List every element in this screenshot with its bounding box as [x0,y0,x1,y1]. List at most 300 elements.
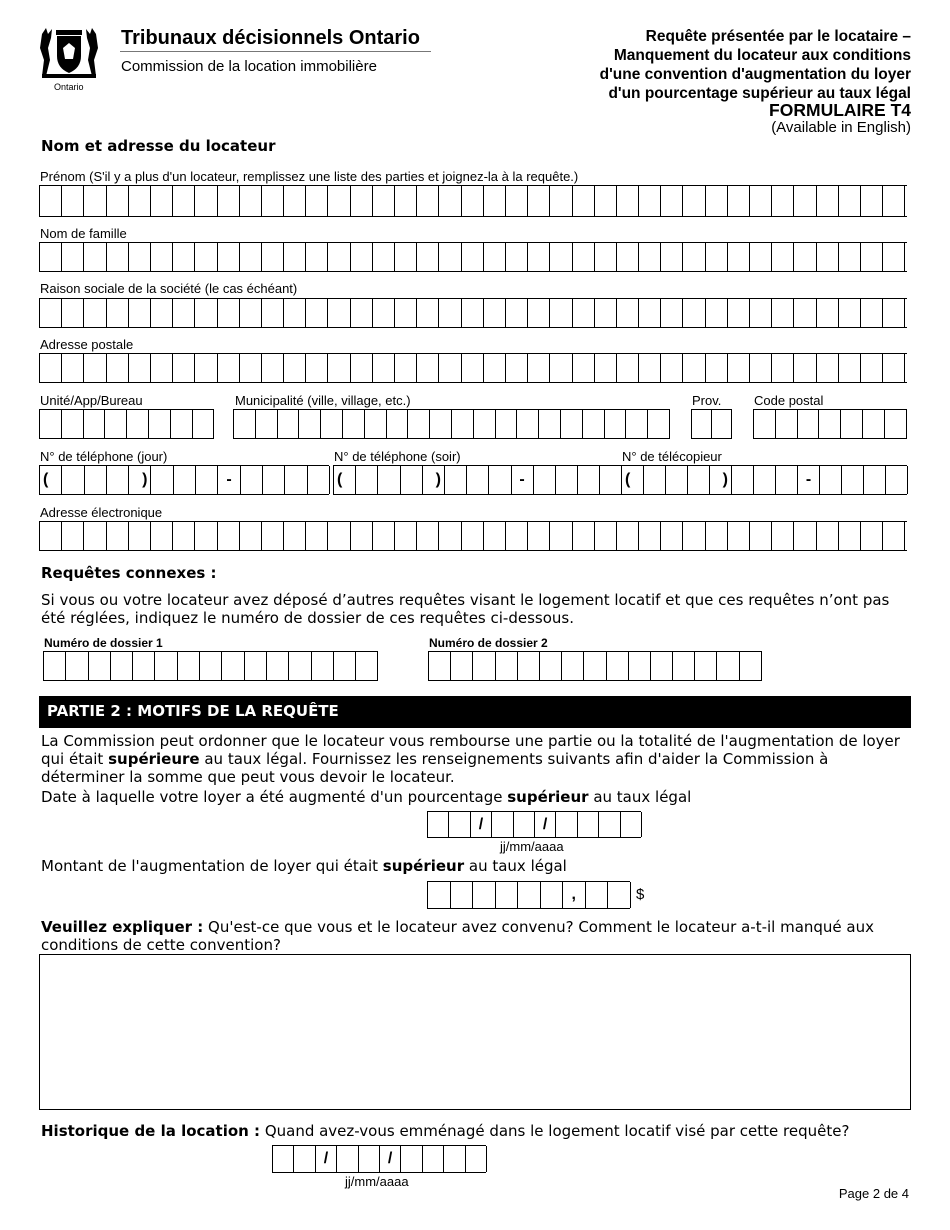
char-box[interactable] [517,410,539,438]
char-box[interactable] [84,354,106,382]
char-box[interactable] [595,354,617,382]
char-box[interactable] [584,652,606,680]
char-box[interactable] [129,299,151,327]
char-box[interactable] [62,466,84,494]
char-box[interactable] [473,882,496,908]
char-box[interactable] [284,243,306,271]
char-box[interactable] [750,354,772,382]
char-box[interactable] [359,1146,380,1172]
char-box[interactable] [417,522,439,550]
char-box[interactable] [661,186,683,216]
char-box[interactable] [864,466,886,494]
fax-boxes[interactable] [621,465,907,495]
char-box[interactable] [284,354,306,382]
char-box[interactable] [712,410,732,438]
company-boxes[interactable] [39,298,907,328]
char-box[interactable] [462,299,484,327]
char-box[interactable] [883,243,905,271]
char-box[interactable] [351,354,373,382]
char-box[interactable] [312,652,334,680]
char-box[interactable] [273,1146,294,1172]
char-box[interactable] [40,522,62,550]
char-box[interactable] [387,410,409,438]
file2-boxes[interactable] [428,651,762,681]
char-box[interactable] [817,243,839,271]
char-box[interactable] [883,299,905,327]
char-box[interactable] [439,354,461,382]
char-box[interactable] [452,410,474,438]
char-box[interactable] [462,522,484,550]
char-box[interactable] [776,466,798,494]
char-box[interactable] [129,186,151,216]
phone-day-boxes[interactable] [39,465,329,495]
char-box[interactable] [534,466,556,494]
char-box[interactable]: ) [423,466,445,494]
char-box[interactable] [373,522,395,550]
char-box[interactable] [617,522,639,550]
explanation-textarea[interactable] [39,954,911,1110]
char-box[interactable] [706,243,728,271]
char-box[interactable] [539,410,561,438]
char-box[interactable] [373,354,395,382]
char-box[interactable]: ( [622,466,644,494]
char-box[interactable] [861,243,883,271]
char-box[interactable] [550,354,572,382]
char-box[interactable] [151,186,173,216]
char-box[interactable] [750,299,772,327]
char-box[interactable] [351,186,373,216]
char-box[interactable] [883,186,905,216]
char-box[interactable] [841,410,863,438]
char-box[interactable] [351,243,373,271]
char-box[interactable] [639,243,661,271]
char-box[interactable] [337,1146,358,1172]
char-box[interactable] [573,522,595,550]
char-box[interactable] [262,299,284,327]
char-box[interactable] [583,410,605,438]
char-box[interactable] [193,410,215,438]
char-box[interactable] [683,186,705,216]
char-box[interactable] [550,186,572,216]
char-box[interactable] [218,243,240,271]
char-box[interactable] [661,522,683,550]
char-box[interactable] [173,354,195,382]
char-box[interactable] [528,354,550,382]
char-box[interactable] [541,882,564,908]
char-box[interactable] [772,354,794,382]
char-box[interactable] [107,299,129,327]
char-box[interactable] [365,410,387,438]
char-box[interactable]: / [471,812,492,837]
char-box[interactable] [40,299,62,327]
char-box[interactable] [496,652,518,680]
char-box[interactable] [373,299,395,327]
char-box[interactable] [428,812,449,837]
char-box[interactable] [683,354,705,382]
char-box[interactable] [444,1146,465,1172]
char-box[interactable] [133,652,155,680]
char-box[interactable] [484,354,506,382]
char-box[interactable] [356,466,378,494]
char-box[interactable] [173,522,195,550]
char-box[interactable] [107,186,129,216]
char-box[interactable] [506,243,528,271]
char-box[interactable] [740,652,762,680]
char-box[interactable] [328,522,350,550]
char-box[interactable] [688,466,710,494]
char-box[interactable] [661,299,683,327]
char-box[interactable] [732,466,754,494]
char-box[interactable] [395,522,417,550]
char-box[interactable] [506,354,528,382]
char-box[interactable] [578,466,600,494]
email-boxes[interactable] [39,521,907,551]
char-box[interactable] [351,299,373,327]
char-box[interactable] [423,1146,444,1172]
char-box[interactable] [528,299,550,327]
char-box[interactable] [256,410,278,438]
char-box[interactable] [556,812,577,837]
move-in-date-boxes[interactable] [272,1145,486,1173]
char-box[interactable] [861,299,883,327]
char-box[interactable]: ) [710,466,732,494]
char-box[interactable] [496,410,518,438]
char-box[interactable] [706,354,728,382]
char-box[interactable] [62,410,84,438]
char-box[interactable] [648,410,670,438]
char-box[interactable] [200,652,222,680]
phone-evening-boxes[interactable] [333,465,622,495]
char-box[interactable] [401,1146,422,1172]
char-box[interactable] [754,466,776,494]
char-box[interactable] [195,243,217,271]
char-box[interactable] [439,299,461,327]
char-box[interactable] [518,882,541,908]
char-box[interactable] [750,186,772,216]
char-box[interactable] [195,354,217,382]
char-box[interactable] [496,882,519,908]
char-box[interactable] [328,243,350,271]
char-box[interactable] [863,410,885,438]
char-box[interactable] [373,243,395,271]
char-box[interactable] [84,522,106,550]
char-box[interactable] [839,354,861,382]
char-box[interactable] [262,243,284,271]
char-box[interactable] [284,299,306,327]
char-box[interactable] [401,466,423,494]
char-box[interactable] [518,652,540,680]
char-box[interactable] [885,410,907,438]
char-box[interactable] [673,652,695,680]
char-box[interactable] [439,186,461,216]
char-box[interactable] [573,354,595,382]
char-box[interactable] [107,466,129,494]
char-box[interactable] [408,410,430,438]
char-box[interactable] [378,466,400,494]
char-box[interactable] [328,354,350,382]
char-box[interactable]: - [218,466,240,494]
char-box[interactable] [550,299,572,327]
char-box[interactable] [528,522,550,550]
char-box[interactable] [44,652,66,680]
char-box[interactable] [127,410,149,438]
char-box[interactable] [794,299,816,327]
char-box[interactable] [717,652,739,680]
char-box[interactable] [728,354,750,382]
char-box[interactable] [284,522,306,550]
char-box[interactable] [267,652,289,680]
postal-boxes[interactable] [753,409,907,439]
char-box[interactable] [573,186,595,216]
char-box[interactable] [506,186,528,216]
char-box[interactable] [395,186,417,216]
char-box[interactable] [886,466,908,494]
char-box[interactable] [661,243,683,271]
char-box[interactable] [599,812,620,837]
char-box[interactable] [451,652,473,680]
char-box[interactable] [129,522,151,550]
char-box[interactable] [683,243,705,271]
municipality-boxes[interactable] [233,409,670,439]
char-box[interactable] [306,354,328,382]
char-box[interactable] [639,299,661,327]
char-box[interactable] [605,410,627,438]
char-box[interactable] [111,652,133,680]
char-box[interactable] [285,466,307,494]
char-box[interactable] [528,186,550,216]
char-box[interactable]: - [512,466,534,494]
char-box[interactable] [240,522,262,550]
char-box[interactable] [262,186,284,216]
char-box[interactable] [817,186,839,216]
char-box[interactable] [62,354,84,382]
char-box[interactable] [883,522,905,550]
char-box[interactable] [439,243,461,271]
char-box[interactable] [484,299,506,327]
char-box[interactable] [540,652,562,680]
char-box[interactable] [151,243,173,271]
char-box[interactable] [196,466,218,494]
char-box[interactable] [62,522,84,550]
char-box[interactable] [218,299,240,327]
char-box[interactable] [794,186,816,216]
char-box[interactable] [794,522,816,550]
char-box[interactable] [561,410,583,438]
char-box[interactable] [40,410,62,438]
char-box[interactable] [129,243,151,271]
char-box[interactable] [430,410,452,438]
char-box[interactable] [284,186,306,216]
char-box[interactable] [151,466,173,494]
char-box[interactable] [417,354,439,382]
char-box[interactable] [84,410,106,438]
char-box[interactable] [306,243,328,271]
char-box[interactable] [651,652,673,680]
char-box[interactable] [222,652,244,680]
char-box[interactable] [683,299,705,327]
char-box[interactable] [240,299,262,327]
char-box[interactable] [151,354,173,382]
char-box[interactable] [600,466,622,494]
char-box[interactable] [278,410,300,438]
char-box[interactable] [195,522,217,550]
char-box[interactable] [772,299,794,327]
char-box[interactable] [728,522,750,550]
char-box[interactable] [794,354,816,382]
char-box[interactable] [639,522,661,550]
char-box[interactable] [328,299,350,327]
char-box[interactable] [489,466,511,494]
char-box[interactable] [151,299,173,327]
increase-date-boxes[interactable] [427,811,641,838]
char-box[interactable] [234,410,256,438]
char-box[interactable] [839,186,861,216]
char-box[interactable] [861,186,883,216]
char-box[interactable] [794,243,816,271]
char-box[interactable] [617,186,639,216]
char-box[interactable] [343,410,365,438]
char-box[interactable] [728,186,750,216]
char-box[interactable]: ( [40,466,62,494]
char-box[interactable] [466,1146,487,1172]
char-box[interactable] [356,652,378,680]
char-box[interactable] [562,652,584,680]
char-box[interactable] [306,186,328,216]
char-box[interactable]: / [535,812,556,837]
char-box[interactable] [617,354,639,382]
char-box[interactable] [462,243,484,271]
char-box[interactable] [299,410,321,438]
char-box[interactable] [621,812,642,837]
char-box[interactable] [174,466,196,494]
char-box[interactable] [474,410,496,438]
char-box[interactable] [241,466,263,494]
char-box[interactable] [639,186,661,216]
char-box[interactable] [484,522,506,550]
char-box[interactable] [395,354,417,382]
char-box[interactable] [89,652,111,680]
char-box[interactable] [240,354,262,382]
char-box[interactable] [155,652,177,680]
char-box[interactable] [573,299,595,327]
first-name-boxes[interactable] [39,185,907,217]
char-box[interactable] [85,466,107,494]
char-box[interactable] [328,186,350,216]
char-box[interactable] [750,522,772,550]
char-box[interactable] [883,354,905,382]
char-box[interactable] [262,354,284,382]
char-box[interactable] [173,243,195,271]
char-box[interactable] [820,466,842,494]
last-name-boxes[interactable] [39,242,907,272]
amount-boxes[interactable] [427,881,630,909]
char-box[interactable] [586,882,609,908]
char-box[interactable] [661,354,683,382]
char-box[interactable] [695,652,717,680]
char-box[interactable] [451,882,474,908]
char-box[interactable] [861,522,883,550]
char-box[interactable] [395,299,417,327]
char-box[interactable] [149,410,171,438]
char-box[interactable] [706,186,728,216]
char-box[interactable]: , [563,882,586,908]
char-box[interactable] [772,522,794,550]
char-box[interactable] [629,652,651,680]
char-box[interactable] [462,354,484,382]
char-box[interactable] [428,882,451,908]
char-box[interactable] [306,299,328,327]
char-box[interactable] [683,522,705,550]
char-box[interactable] [595,522,617,550]
char-box[interactable] [578,812,599,837]
char-box[interactable] [445,466,467,494]
char-box[interactable] [263,466,285,494]
char-box[interactable]: / [316,1146,337,1172]
char-box[interactable] [492,812,513,837]
char-box[interactable] [334,652,356,680]
char-box[interactable]: ) [129,466,151,494]
char-box[interactable] [195,186,217,216]
char-box[interactable] [644,466,666,494]
char-box[interactable] [626,410,648,438]
char-box[interactable] [439,522,461,550]
char-box[interactable] [798,410,820,438]
char-box[interactable] [467,466,489,494]
char-box[interactable] [245,652,267,680]
char-box[interactable] [240,186,262,216]
char-box[interactable] [62,299,84,327]
char-box[interactable] [373,186,395,216]
char-box[interactable] [817,299,839,327]
char-box[interactable] [107,354,129,382]
char-box[interactable] [839,299,861,327]
char-box[interactable] [728,243,750,271]
char-box[interactable]: / [380,1146,401,1172]
char-box[interactable] [550,522,572,550]
char-box[interactable] [308,466,330,494]
file1-boxes[interactable] [43,651,378,681]
char-box[interactable] [40,186,62,216]
char-box[interactable] [240,243,262,271]
char-box[interactable] [429,652,451,680]
char-box[interactable] [754,410,776,438]
char-box[interactable] [129,354,151,382]
char-box[interactable] [573,243,595,271]
char-box[interactable] [105,410,127,438]
char-box[interactable] [173,186,195,216]
char-box[interactable] [351,522,373,550]
char-box[interactable] [692,410,712,438]
char-box[interactable] [462,186,484,216]
char-box[interactable] [817,354,839,382]
char-box[interactable] [861,354,883,382]
char-box[interactable] [514,812,535,837]
char-box[interactable] [728,299,750,327]
char-box[interactable] [706,522,728,550]
char-box[interactable] [417,186,439,216]
char-box[interactable] [608,882,631,908]
char-box[interactable] [62,243,84,271]
char-box[interactable] [306,522,328,550]
char-box[interactable] [842,466,864,494]
char-box[interactable]: ( [334,466,356,494]
char-box[interactable] [817,522,839,550]
char-box[interactable] [617,299,639,327]
char-box[interactable] [218,522,240,550]
char-box[interactable] [294,1146,315,1172]
char-box[interactable] [607,652,629,680]
char-box[interactable] [617,243,639,271]
